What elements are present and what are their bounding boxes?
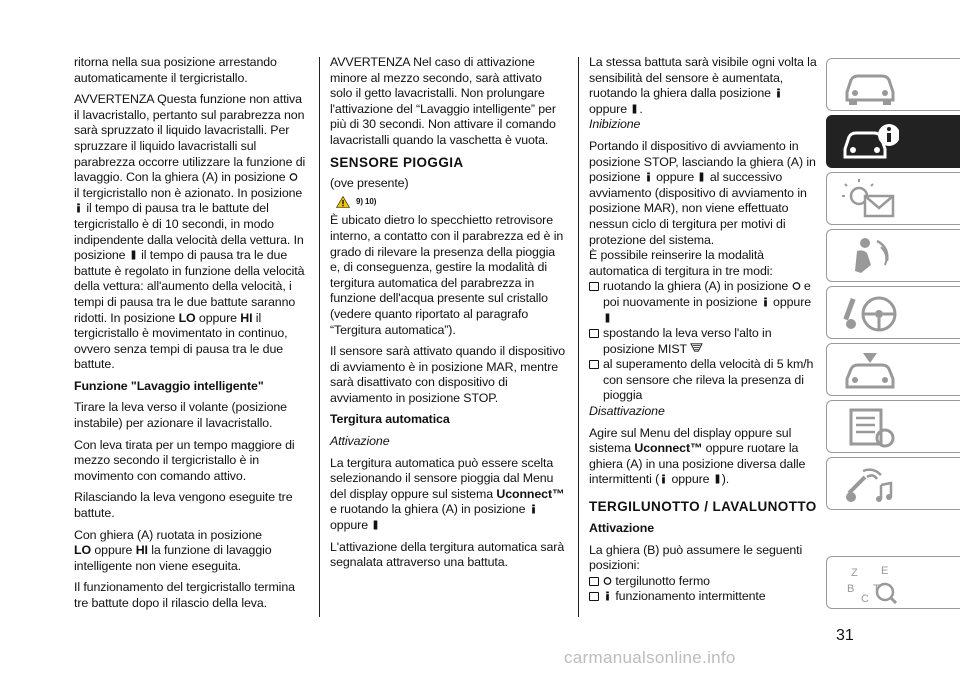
text: AVVERTENZA Questa funzione non attiva il lavacristallo, pertanto sul parabrezza non sarà spruzzato il liquido lavacristalli. Per spruzzare il liquido lavacristalli sul parabrezza occorre utilizzare la funzione di lavaggio. Con la ghiera (A) in posizione — [74, 92, 306, 185]
column-divider — [319, 57, 320, 617]
intermittent-two-icon — [129, 250, 138, 260]
list-item — [589, 574, 817, 590]
paragraph: ritorna nella sua posizione arrestando automaticamente il tergicristallo. — [74, 55, 277, 85]
paragraph: La stessa battuta sarà visibile ogni volta la sensibilità del sensore è aumentata, ruotando la ghiera dalla posizione oppure . — [589, 55, 817, 116]
paragraph: Rilasciando la leva vengono eseguite tre battute. — [74, 490, 293, 521]
hi-label: HI — [135, 543, 148, 558]
text: La stessa battuta sarà visibile ogni volta la sensibilità del sensore è aumentata, ruotando la ghiera dalla posizione — [589, 55, 817, 101]
intermittent-one-icon — [603, 591, 612, 601]
heading-attivazione: Attivazione — [589, 521, 654, 536]
tab-multimedia[interactable] — [826, 457, 960, 510]
text: oppure — [198, 310, 237, 325]
column-divider — [578, 57, 579, 617]
text: ruotando la ghiera (A) in posizione — [603, 279, 789, 294]
paragraph: Il sensore sarà attivato quando il dispositivo di avviamento è in posizione MAR, mentre sarà disattivato con dispositivo di avviamento in posizione STOP. — [330, 344, 566, 405]
steering-wheel-icon — [841, 292, 899, 334]
paragraph — [330, 456, 566, 534]
text: oppure — [671, 472, 710, 487]
intermittent-one-icon — [644, 172, 653, 182]
intermittent-one-icon — [659, 474, 668, 484]
list-item — [589, 279, 817, 326]
hi-label: HI — [240, 310, 253, 325]
tab-warning-lights[interactable] — [826, 172, 960, 225]
checkbox-bullet-icon — [589, 282, 599, 291]
lo-label: LO — [74, 543, 92, 558]
multimedia-icon — [841, 463, 899, 505]
heading-tergilunotto: TERGILUNOTTO / LAVALUNOTTO — [589, 499, 817, 515]
column-middle — [330, 55, 566, 577]
column-right — [589, 55, 817, 605]
text: oppure — [94, 543, 133, 558]
text: oppure — [656, 170, 695, 185]
italic-heading: Inibizione — [589, 117, 641, 132]
italic-heading: Disattivazione — [589, 404, 665, 419]
intermittent-two-icon — [630, 104, 639, 114]
paragraph: Tirare la leva verso il volante (posizione instabile) per azionare il lavacristallo. — [74, 400, 287, 431]
specifications-icon — [841, 406, 899, 448]
warning-references — [336, 194, 566, 210]
svg-text:E: E — [881, 565, 889, 577]
text: Con ghiera (A) ruotata in posizione — [74, 527, 262, 542]
heading-lavaggio: Funzione "Lavaggio intelligente" — [74, 378, 264, 393]
intermittent-two-icon — [603, 313, 612, 323]
paragraph: È ubicato dietro lo specchietto retrovisore interno, a contatto con il parabrezza ed è in grado di rilevare la presenza della pioggia e, di conseguenza, gestire la modalità di tergitura automatica del parabrezza in funzione dell'acqua presente sul cristallo (vedere quanto riportato al paragrafo “Tergitura automatica”). — [330, 213, 564, 337]
paragraph: Con leva tirata per un tempo maggiore di mezzo secondo il tergicristallo è in movimento con comando attivo. — [74, 437, 295, 483]
paragraph-avvertenza: AVVERTENZA Nel caso di attivazione minore al mezzo secondo, sarà attivato solo il getto lavacristalli. Non prolungare l'attivazione del “Lavaggio intelligente” per più di 30 secondi. Non attivare il comando lavacristalli quando la vaschetta è vuota. — [330, 55, 556, 147]
tab-car-info[interactable] — [826, 115, 960, 168]
list-item — [589, 589, 817, 605]
paragraph — [589, 426, 817, 488]
text: Agire sul Menu del display oppure sul sistema — [589, 425, 792, 456]
checkbox-bullet-icon — [589, 329, 599, 338]
list-item: al superamento della velocità di 5 km/h con sensore che rileva la presenza di pioggia — [589, 357, 817, 404]
page-number: 31 — [836, 627, 854, 644]
subheading: (ove presente) — [330, 176, 409, 191]
paragraph — [74, 528, 306, 575]
car-info-icon — [841, 121, 899, 163]
text: ). — [721, 472, 730, 487]
watermark: carmanualsonline.info — [564, 648, 736, 667]
warning-refs-text: 9) 10) — [356, 196, 377, 206]
text: la funzione di lavaggio intelligente non viene eseguita. — [74, 543, 272, 573]
text: Portando il dispositivo di avviamento in posizione STOP, lasciando la ghiera (A) in posizione — [589, 138, 816, 185]
svg-text:C: C — [861, 593, 869, 604]
warning-light-icon — [841, 178, 899, 220]
off-position-icon — [792, 281, 801, 291]
svg-text:B: B — [847, 583, 855, 595]
checkbox-bullet-icon — [589, 360, 599, 369]
text: il tempo di pausa tra le due battute è regolato in funzione della velocità della vettura: all'aumento della velocità, i tempi di pausa tra le due battute saranno ridotti. In posizione — [74, 248, 305, 325]
wrench-car-icon — [841, 349, 899, 391]
text: tergilunotto fermo — [615, 573, 710, 588]
text: e ruotando la ghiera (A) in posizione — [330, 502, 526, 517]
text: il tergicristallo è movimentato in continuo, ovvero senza tempi di pausa tra le due battute. — [74, 310, 288, 372]
warning-triangle-icon — [336, 196, 350, 208]
checkbox-bullet-icon — [589, 592, 599, 601]
text: funzionamento intermittente — [615, 589, 766, 604]
text: oppure — [589, 101, 627, 116]
text: oppure — [773, 294, 812, 309]
uconnect-label: Uconnect™ — [634, 441, 703, 456]
svg-text:T: T — [873, 583, 880, 595]
paragraph: È possibile reinserire la modalità automatica di tergitura in tre modi: — [589, 248, 773, 278]
paragraph: La ghiera (B) può assumere le seguenti posizioni: — [589, 542, 803, 573]
airbag-seat-icon — [841, 235, 899, 277]
off-position-icon — [603, 576, 612, 586]
heading-sensore-pioggia: SENSORE PIOGGIA — [330, 154, 464, 170]
intermittent-two-icon — [371, 520, 380, 530]
text: La tergitura automatica può essere scelta selezionando il sensore pioggia dal Menu del display oppure sul sistema — [330, 455, 554, 501]
svg-text:Z: Z — [851, 567, 858, 579]
lo-label: LO — [178, 310, 196, 325]
checkbox-bullet-icon — [589, 577, 599, 586]
intermittent-one-icon — [774, 88, 783, 98]
tab-maintenance[interactable] — [826, 400, 960, 453]
text: e poi nuovamente in posizione — [603, 279, 811, 309]
car-icon — [841, 64, 899, 106]
tab-index[interactable] — [826, 556, 960, 609]
heading-tergitura: Tergitura automatica — [330, 412, 450, 427]
intermittent-two-icon — [697, 172, 706, 182]
paragraph: Il funzionamento del tergicristallo termina tre battute dopo il rilascio della leva. — [74, 580, 295, 610]
text: il tergicristallo non è azionato. In posizione — [74, 185, 303, 200]
text: spostando la leva verso l'alto in posizione MIST — [603, 326, 772, 356]
text: al successivo avviamento (dispositivo di avviamento in posizione MAR), non viene effettuato nessun ciclo di tergitura per motivi di protezione del sistema. — [589, 170, 807, 247]
intermittent-two-icon — [713, 474, 722, 484]
intermittent-one-icon — [529, 504, 538, 514]
text: il tempo di pausa tra le battute del tergicristallo è di 10 secondi, in modo indipendente dalla velocità della vettura. In posizione — [74, 201, 304, 263]
mist-icon — [690, 342, 703, 353]
text: oppure — [330, 518, 368, 533]
tab-driving[interactable] — [826, 286, 960, 339]
list-item — [589, 326, 817, 357]
uconnect-label: Uconnect™ — [496, 486, 565, 501]
index-icon — [841, 562, 899, 604]
intermittent-one-icon — [74, 203, 83, 213]
tab-emergency[interactable] — [826, 343, 960, 396]
paragraph-avvertenza — [74, 92, 306, 373]
off-position-icon — [289, 172, 298, 182]
tab-car[interactable] — [826, 58, 960, 111]
text: oppure ruotare la ghiera (A) in una posizione diversa dalle intermittenti ( — [589, 441, 806, 487]
column-left — [74, 55, 306, 618]
intermittent-one-icon — [761, 297, 770, 307]
paragraph: L'attivazione della tergitura automatica sarà segnalata attraverso una battuta. — [330, 539, 565, 570]
paragraph — [589, 139, 817, 248]
tab-safety[interactable] — [826, 229, 960, 282]
italic-heading: Attivazione — [330, 434, 390, 449]
